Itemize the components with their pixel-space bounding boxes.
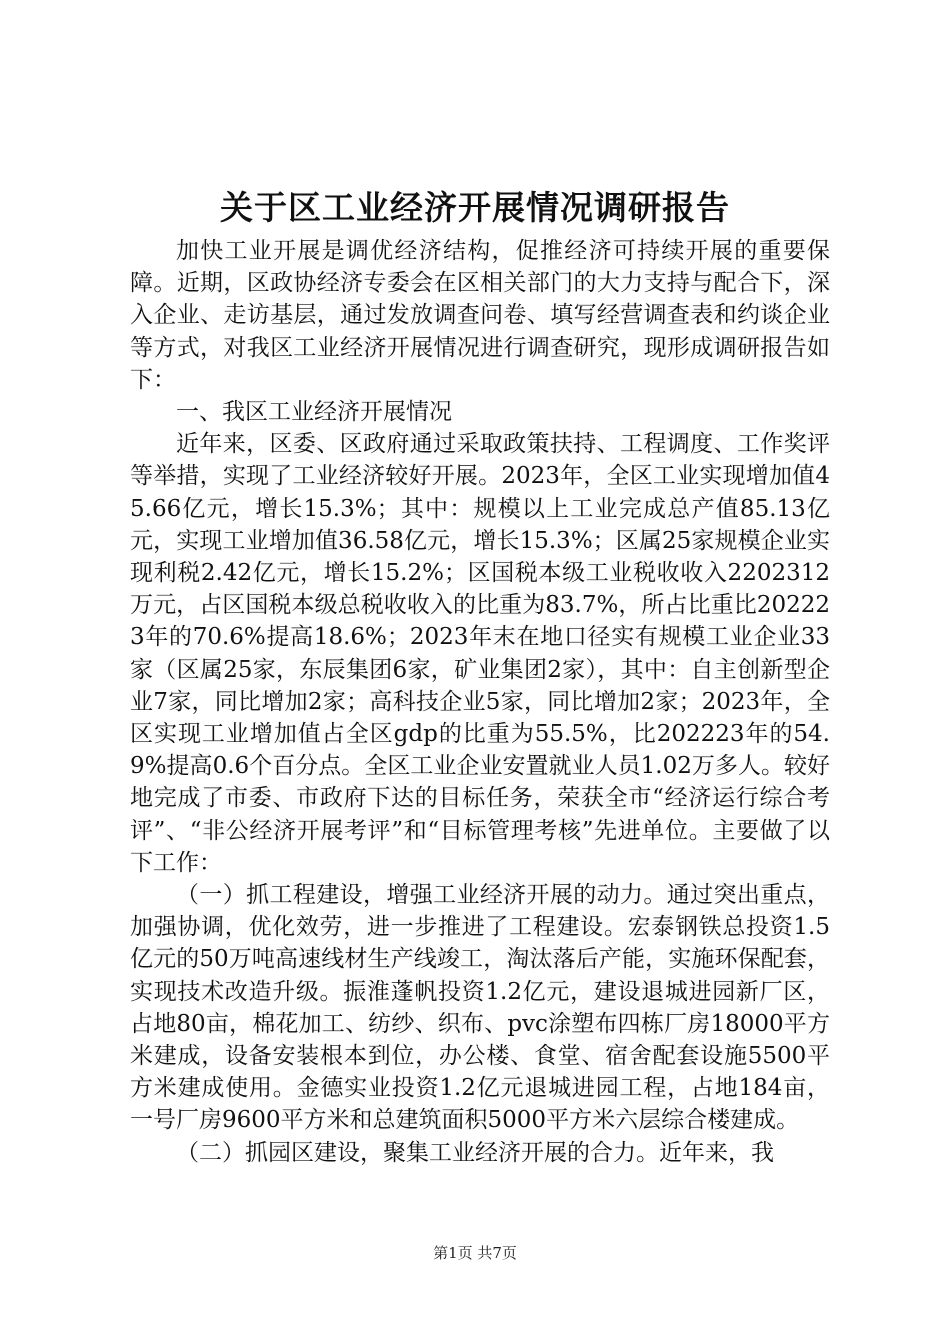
- paragraph-intro: 加快工业开展是调优经济结构，促推经济可持续开展的重要保障。近期，区政协经济专委会在区相关部门的大力支持与配合下，深入企业、走访基层，通过发放调查问卷、填写经营调查表和约谈企业等方式，对我区工业经济开展情况进行调查研究，现形成调研报告如下：: [130, 238, 830, 393]
- document-body: [130, 235, 830, 1169]
- paragraph-project-construction: （一）抓工程建设，增强工业经济开展的动力。通过突出重点，加强协调，优化效劳，进一步推进了工程建设。宏泰钢铁总投资1.5亿元的50万吨高速线材生产线竣工，淘汰落后产能，实施环保配套，实现技术改造升级。振淮蓬帆投资1.2亿元，建设退城进园新厂区，占地80亩，棉花加工、纺纱、织布、pvc涂塑布四栋厂房18000平方米建成，设备安装根本到位，办公楼、食堂、宿舍配套设施5500平方米建成使用。金德实业投资1.2亿元退城进园工程，占地184亩，一号厂房9600平方米和总建筑面积5000平方米六层综合楼建成。: [130, 882, 830, 1134]
- document-title: 关于区工业经济开展情况调研报告: [220, 188, 730, 227]
- section-heading-1: 一、我区工业经济开展情况: [176, 399, 452, 426]
- page-footer: 第1页 共7页: [433, 1244, 517, 1262]
- paragraph-overview: 近年来，区委、区政府通过采取政策扶持、工程调度、工作奖评等举措，实现了工业经济较好开展。2023年，全区工业实现增加值45.66亿元，增长15.3%；其中：规模以上工业完成总产值85.13亿元，实现工业增加值36.58亿元，增长15.3%；区属25家规模企业实现利税2.42亿元，增长15.2%；区国税本级工业税收收入2202312万元，占区国税本级总税收收入的比重为83.7%，所占比重比202223年的70.6%提高18.6%；2023年末在地口径实有规模工业企业33家（区属25家，东辰集团6家，矿业集团2家），其中：自主创新型企业7家，同比增加2家；高科技企业5家，同比增加2家；2023年，全区实现工业增加值占全区gdp的比重为55.5%，比202223年的54.9%提高0.6个百分点。全区工业企业安置就业人员1.02万多人。较好地完成了市委、市政府下达的目标任务，荣获全市“经济运行综合考评”、“非公经济开展考评”和“目标管理考核”先进单位。主要做了以下工作：: [130, 431, 830, 876]
- paragraph-park-construction: （二）抓园区建设，聚集工业经济开展的合力。近年来，我: [176, 1139, 774, 1166]
